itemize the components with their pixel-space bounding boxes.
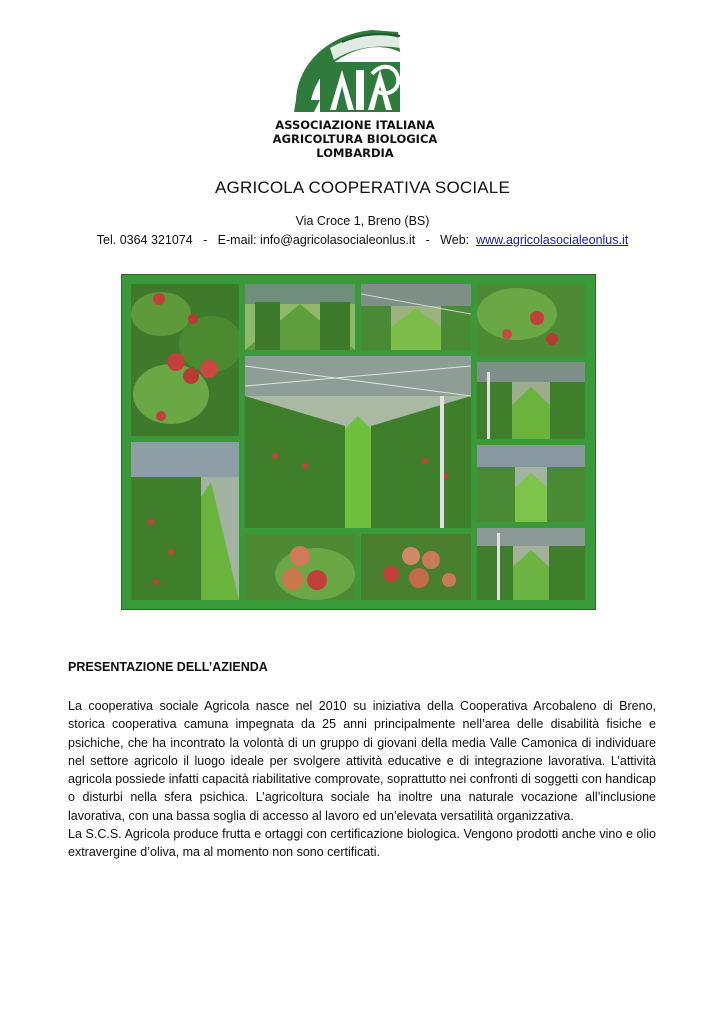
section-heading: PRESENTAZIONE DELL’AZIENDA	[68, 660, 268, 674]
photo-orchard-right-3	[477, 528, 585, 600]
photo-collage	[121, 274, 596, 610]
contact-text: Tel. 0364 321074 - E-mail: info@agricolasocialeonlus.it - Web:	[96, 233, 477, 247]
photo-apples-bottom-2	[361, 534, 471, 600]
photo-orchard-left	[131, 442, 239, 600]
organization-name	[230, 118, 480, 160]
website-link[interactable]: www.agricolasocialeonlus.it	[476, 233, 629, 247]
paragraph: La S.C.S. Agricola produce frutta e ortaggi con certificazione biologica. Vengono prodotti anche vino e olio extravergine d’oliva, ma al momento non sono certificati.	[68, 827, 656, 860]
photo-orchard-net	[361, 284, 471, 350]
document-title: AGRICOLA COOPERATIVA SOCIALE	[215, 178, 510, 197]
photo-orchard-main	[245, 356, 471, 528]
photo-orchard-right-1	[477, 362, 585, 439]
photo-orchard-rows	[245, 284, 355, 350]
photo-orchard-right-2	[477, 445, 585, 522]
org-line-3: LOMBARDIA	[316, 146, 394, 160]
body-text	[68, 697, 656, 862]
contact-line	[0, 233, 725, 247]
address: Via Croce 1, Breno (BS)	[295, 214, 430, 228]
org-line-2: AGRICOLTURA BIOLOGICA	[272, 132, 438, 146]
aiab-logo-icon	[290, 22, 410, 122]
photo-apples-branch	[477, 284, 585, 356]
photo-apples-closeup	[131, 284, 239, 436]
photo-apples-bottom-1	[245, 534, 355, 600]
org-line-1: ASSOCIAZIONE ITALIANA	[275, 118, 435, 132]
paragraph: La cooperativa sociale Agricola nasce nel 2010 su iniziativa della Cooperativa Arcobaleno di Breno, storica cooperativa camuna impegnata da 25 anni principalmente nell’area delle disabilità fisiche e psichiche, che ha incontrato la volontà di un gruppo di giovani della media Valle Camonica di individuare nel settore agricolo il luogo ideale per svolgere attività educative e di integrazione lavorativa. L’attività agricola possiede infatti capacità riabilitative comprovate, soprattutto nei confronti di soggetti con handicap o disturbi nella sfera psichica. L’agricoltura sociale ha inoltre una naturale vocazione all’inclusione lavorativa, con una bassa soglia di accesso al lavoro ed un’elevata versatilità organizzativa.	[68, 699, 656, 823]
